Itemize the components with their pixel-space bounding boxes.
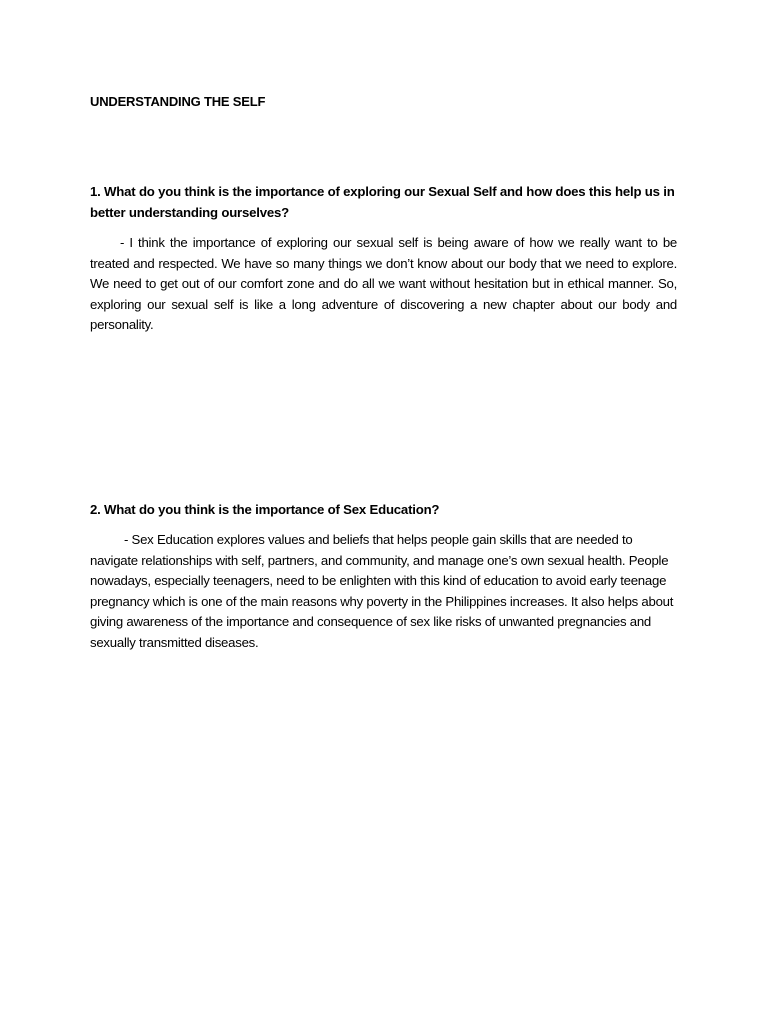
answer-1 [90,233,677,336]
document-title: UNDERSTANDING THE SELF [90,94,266,109]
question-2: 2. What do you think is the importance of Sex Education? [90,502,440,517]
answer-2-text: - Sex Education explores values and beliefs that helps people gain skills that are needed to navigate relationships with self, partners, and community, and manage one’s own sexual health. People nowadays, especially teenagers, need to be enlighten with this kind of education to avoid early teenage pregnancy which is one of the main reasons why poverty in the Philippines increases. It also helps about giving awareness of the importance and consequence of sex like risks of unwanted pregnancies and sexually transmitted diseases. [90,532,674,650]
answer-1-text: - I think the importance of exploring our sexual self is being aware of how we really want to be treated and respected. We have so many things we don’t know about our body that we need to explore. We need to get out of our comfort zone and do all we want without hesitation but in ethical manner. So, exploring our sexual self is like a long adventure of discovering a new chapter about our body and personality. [90,235,677,333]
question-1: 1. What do you think is the importance of exploring our Sexual Self and how does this help us in better understanding ourselves? [90,184,675,220]
answer-2 [90,530,682,654]
